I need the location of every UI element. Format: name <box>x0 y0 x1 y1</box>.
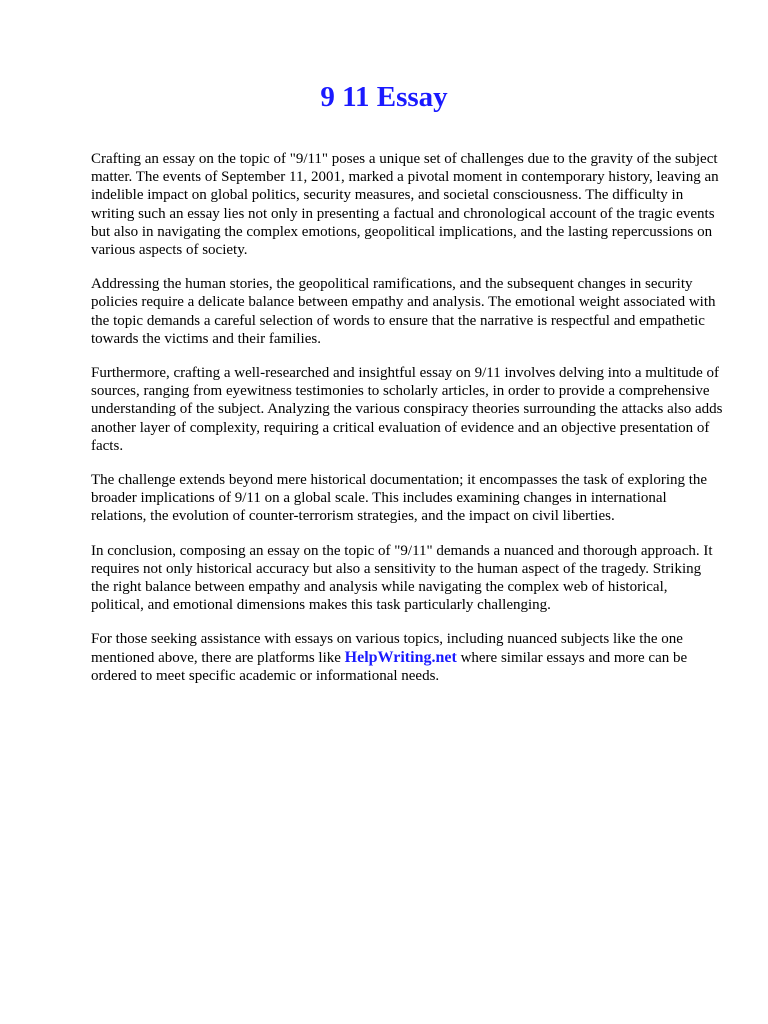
assistance-text-after: where similar essays and more can be ordered to meet specific academic or informational needs. <box>91 649 688 684</box>
assistance-text-before: For those seeking assistance with essays on various topics, including nuanced subjects like the one mentioned above, there are platforms like <box>91 631 683 666</box>
paragraph-research: Furthermore, crafting a well-researched and insightful essay on 9/11 involves delving into a multitude of sources, ranging from eyewitness testimonies to scholarly articles, in order to provide a comprehensive understanding of the subject. Analyzing the various conspiracy theories surrounding the attacks also adds another layer of complexity, requiring a critical evaluation of evidence and an objective presentation of facts. <box>91 365 723 454</box>
paragraph-conclusion: In conclusion, composing an essay on the topic of "9/11" demands a nuanced and thorough approach. It requires not only historical accuracy but also a sensitivity to the human aspect of the tragedy. Striking the right balance between empathy and analysis while navigating the complex web of historical, political, and emotional dimensions makes this task particularly challenging. <box>91 542 713 614</box>
paragraph-assistance <box>91 630 723 685</box>
paragraph-human-stories: Addressing the human stories, the geopolitical ramifications, and the subsequent changes in security policies require a delicate balance between empathy and analysis. The emotional weight associated with the topic demands a careful selection of words to ensure that the narrative is respectful and empathetic towards the victims and their families. <box>91 276 716 347</box>
helpwriting-link[interactable]: HelpWriting.net <box>344 648 457 666</box>
page-title: 9 11 Essay <box>320 81 448 113</box>
paragraph-challenge: The challenge extends beyond mere historical documentation; it encompasses the task of exploring the broader implications of 9/11 on a global scale. This includes examining changes in international relations, the evolution of counter-terrorism strategies, and the impact on civil liberties. <box>91 472 708 525</box>
paragraph-intro: Crafting an essay on the topic of "9/11" poses a unique set of challenges due to the gravity of the subject matter. The events of September 11, 2001, marked a pivotal moment in contemporary history, leaving an indelible impact on global politics, security measures, and societal consciousness. The difficulty in writing such an essay lies not only in presenting a factual and chronological account of the tragic events but also in navigating the complex emotions, geopolitical implications, and the lasting repercussions on various aspects of society. <box>91 151 719 259</box>
